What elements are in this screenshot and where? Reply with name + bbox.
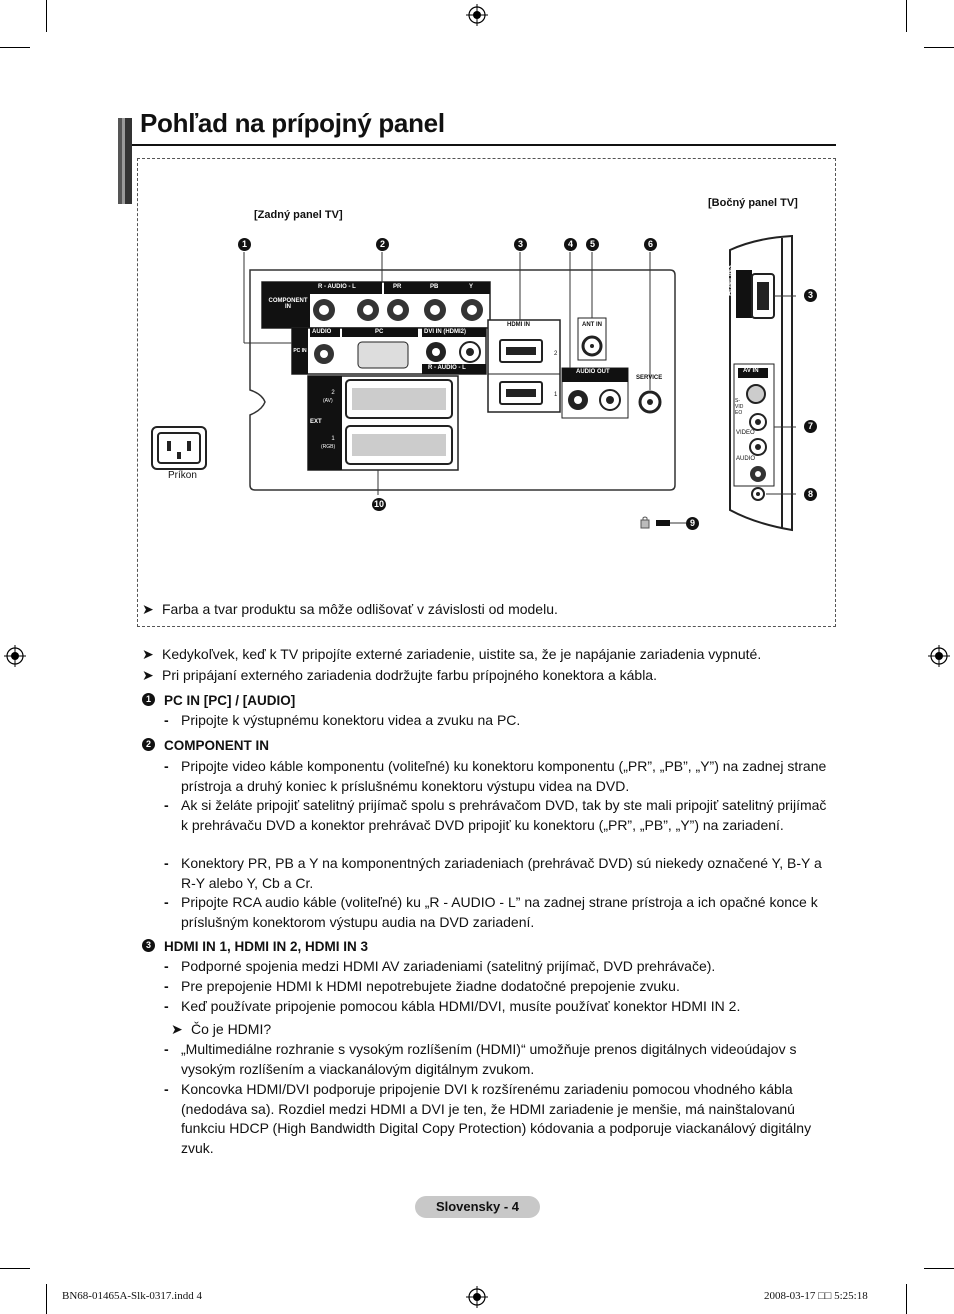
note-arrow-icon: ➤ xyxy=(142,667,154,683)
audio-out-label: AUDIO OUT xyxy=(576,369,610,375)
ext-label: EXT xyxy=(310,419,322,425)
section-1-item: - Pripojte k výstupnému konektoru videa a zvuku na PC. xyxy=(164,712,521,728)
section-3-item-3: - Keď používate pripojenie pomocou kábla HDMI/DVI, musíte používať konektor HDMI IN 2. xyxy=(164,998,741,1014)
note-1-text: Kedykoľvek, keď k TV pripojíte externé zariadenie, uistite sa, že je napájanie zariadenia vypnuté. xyxy=(162,646,762,662)
component-audio-label: R - AUDIO - L xyxy=(318,284,356,290)
callout-8: 8 xyxy=(804,488,817,501)
hdmi-1-label: 1 xyxy=(554,392,558,398)
service-label: SERVICE xyxy=(636,375,663,381)
hdmi-in3-label: HDMI IN3 xyxy=(727,265,734,296)
crop-mark xyxy=(906,0,907,32)
registration-mark-icon xyxy=(466,1286,488,1308)
callout-7: 7 xyxy=(804,420,817,433)
av-in-label: AV IN xyxy=(743,368,759,374)
section-3-number: 3 xyxy=(142,939,155,952)
hdmi-subnote xyxy=(171,1019,271,1039)
footer-date: 2008-03-17 □□ 5:25:18 xyxy=(764,1290,868,1302)
note-arrow-icon: ➤ xyxy=(142,646,154,662)
crop-mark xyxy=(924,1268,954,1269)
section-3-item-1: - Podporné spojenia medzi HDMI AV zariadeniami (satelitný prijímač, DVD prehrávače). xyxy=(164,958,716,974)
section-2-number: 2 xyxy=(142,738,155,751)
title-rule xyxy=(132,144,836,146)
crop-mark xyxy=(46,0,47,32)
hdmi-2-label: 2 xyxy=(554,351,558,357)
frame-note xyxy=(142,599,558,619)
callout-6: 6 xyxy=(644,238,657,251)
section-3-heading: HDMI IN 1, HDMI IN 2, HDMI IN 3 xyxy=(164,939,369,954)
hdmi-in-label: HDMI IN xyxy=(507,322,530,328)
callout-1: 1 xyxy=(238,238,251,251)
frame-note-text: Farba a tvar produktu sa môže odlišovať v závislosti od modelu. xyxy=(162,601,558,617)
section-1-number: 1 xyxy=(142,693,155,706)
pc-audio-label: AUDIO xyxy=(312,329,332,335)
callout-3: 3 xyxy=(514,238,527,251)
crop-mark xyxy=(46,1284,47,1314)
note-arrow-icon: ➤ xyxy=(171,1021,183,1037)
pc-in-label: PC IN xyxy=(293,348,307,354)
section-3-item-2: - Pre prepojenie HDMI k HDMI nepotrebujete žiadne dodatočné prepojenie zvuku. xyxy=(164,978,680,994)
scart-1-label: 1 xyxy=(331,436,335,442)
section-1-heading: PC IN [PC] / [AUDIO] xyxy=(164,693,296,708)
callout-9: 9 xyxy=(686,517,699,530)
audio-out-channels-label: R - AUDIO - L xyxy=(567,377,605,383)
component-in-label: COMPONENT IN xyxy=(268,298,308,310)
rear-panel-diagram xyxy=(140,230,700,530)
registration-mark-icon xyxy=(928,645,950,667)
registration-mark-icon xyxy=(4,645,26,667)
pc-label: PC xyxy=(375,329,384,335)
callout-2: 2 xyxy=(376,238,389,251)
scart-1-sub-label: (RGB) xyxy=(321,444,336,450)
page-title: Pohľad na prípojný panel xyxy=(140,108,445,138)
registration-mark-icon xyxy=(466,4,488,26)
power-label: Príkon xyxy=(168,470,197,481)
crop-mark xyxy=(0,47,30,48)
dvi-audio-label: R - AUDIO - L xyxy=(428,365,466,371)
hdmi-subnote-text: Čo je HDMI? xyxy=(191,1021,272,1037)
y-label: Y xyxy=(469,284,474,290)
pb-label: PB xyxy=(430,284,439,290)
section-2-item-1: - Pripojte video káble komponentu (voliteľné) ku konektoru komponentu („PR”, „PB”, „Y”) na zadnej strane prístroja a druhý koniec k príslušnému konektoru výstupu videa na DVD. xyxy=(164,758,827,794)
note-2-text: Pri pripájaní externého zariadenia dodržujte farbu prípojného konektora a kábla. xyxy=(162,667,657,683)
page-label: Slovensky - 4 xyxy=(415,1196,540,1218)
section-3-item-5: - Koncovka HDMI/DVI podporuje pripojenie DVI k rozšírenému zariadeniu pomocou vhodného kábla (nedodáva sa). Rozdiel medzi HDMI a DVI je ten, že HDMI zariadenie je menšie, má nainštalovanú funkciu HDCP (High Bandwidth Digital Copy Protection) kódovania a podporuje viackanálový digitálny zvuk. xyxy=(164,1081,812,1156)
dvi-in-label: DVI IN (HDMI2) xyxy=(424,329,466,335)
note-2 xyxy=(142,665,657,685)
crop-mark xyxy=(924,47,954,48)
crop-mark xyxy=(0,1268,30,1269)
section-2-item-2: - Ak si želáte pripojiť satelitný prijímač spolu s prehrávačom DVD, tak by ste mali pripojiť satelitný prijímač k prehrávaču DVD a konektor prehrávač DVD pripojiť ku konektoru („PR”, „PB”, „Y”) na zariadení. xyxy=(164,797,827,833)
crop-mark xyxy=(906,1284,907,1314)
kensington-lock-icon xyxy=(640,516,690,530)
ant-in-label: ANT IN xyxy=(582,322,602,328)
note-1 xyxy=(142,644,761,664)
section-2-item-3: - Konektory PR, PB a Y na komponentných zariadeniach (prehrávač DVD) sú niekedy označené Y, B-Y a R-Y alebo Y, Cb a Cr. xyxy=(164,855,822,891)
power-socket-icon xyxy=(151,426,207,470)
pr-label: PR xyxy=(393,284,402,290)
s-video-label: S-VIDEO xyxy=(735,398,744,416)
callout-10: 10 xyxy=(373,499,384,509)
video-label: VIDEO xyxy=(736,430,755,436)
scart-2-sub-label: (AV) xyxy=(323,398,333,404)
scart-2-label: 2 xyxy=(331,390,335,396)
title-accent-bar xyxy=(118,118,132,204)
section-2-item-4: - Pripojte RCA audio káble (voliteľné) ku „R - AUDIO - L” na zadnej strane prístroja a ich opačné konce k príslušným konektorom výstupu audia na DVD zariadení. xyxy=(164,894,818,930)
callout-4: 4 xyxy=(564,238,577,251)
section-3-item-4: - „Multimediálne rozhranie s vysokým rozlíšením (HDMI)“ umožňuje prenos digitálnych videoúdajov s vysokým rozlíšením a viackanálovým digitálnym zvukom. xyxy=(164,1041,797,1077)
callout-5: 5 xyxy=(586,238,599,251)
section-2-heading: COMPONENT IN xyxy=(164,738,270,753)
note-arrow-icon: ➤ xyxy=(142,601,154,617)
side-audio-label: AUDIO xyxy=(736,456,756,462)
side-panel-label: [Bočný panel TV] xyxy=(708,197,798,209)
footer-file: BN68-01465A-Slk-0317.indd 4 xyxy=(62,1290,202,1302)
rear-panel-label: [Zadný panel TV] xyxy=(254,209,343,221)
side-panel-diagram xyxy=(726,234,796,534)
callout-3-side: 3 xyxy=(804,289,817,302)
